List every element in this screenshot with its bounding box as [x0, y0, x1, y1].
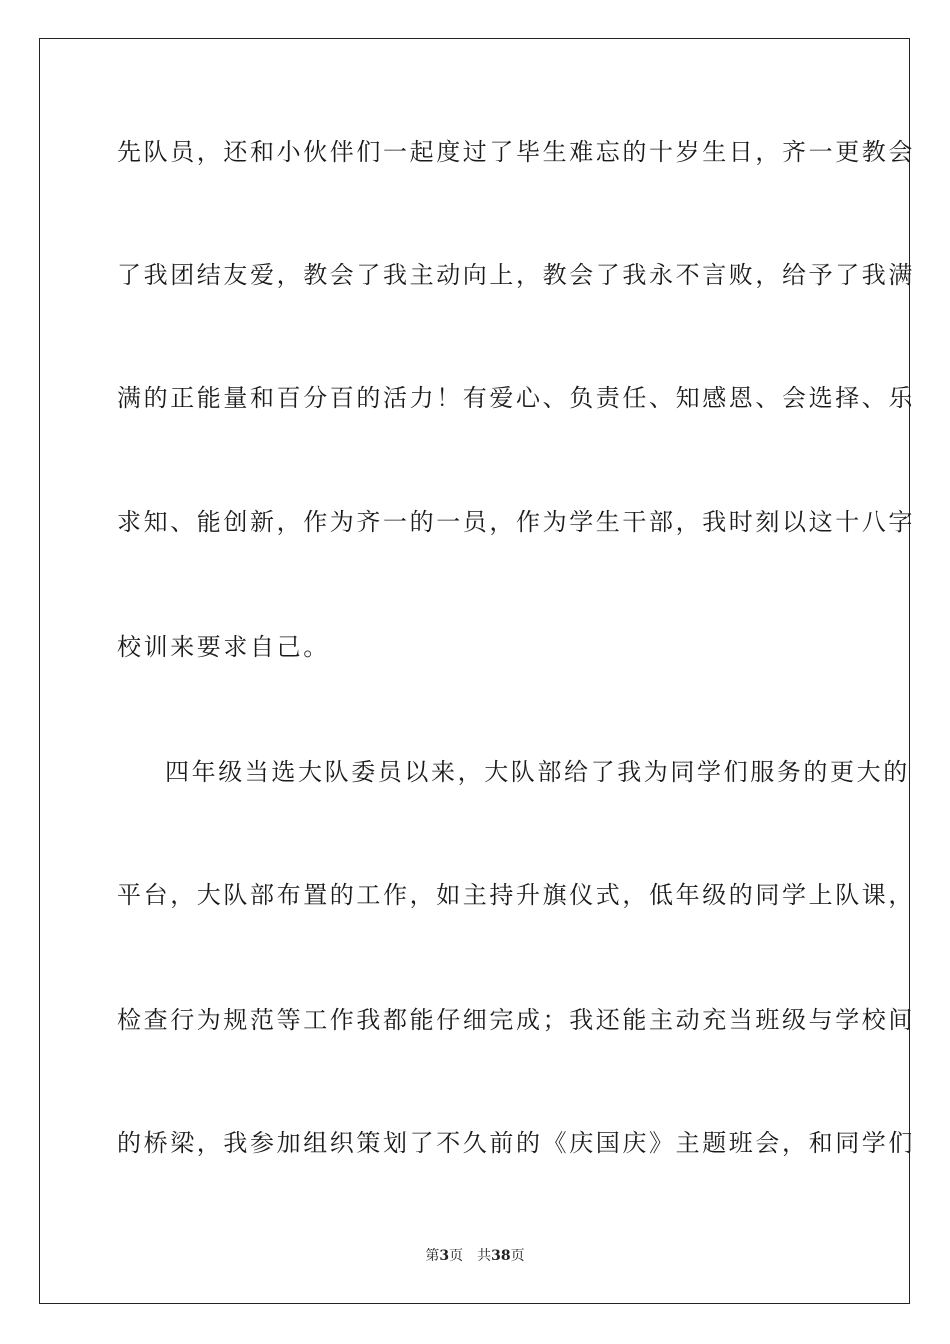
- total-pages: 38: [491, 1248, 511, 1264]
- body-text-line-9: 的桥梁，我参加组织策划了不久前的《庆国庆》主题班会，和同学们: [117, 1129, 915, 1157]
- page-prefix: 第: [425, 1248, 440, 1264]
- page-number: 3: [439, 1248, 450, 1264]
- total-prefix: 共: [477, 1248, 492, 1264]
- body-text-line-7: 平台，大队部布置的工作，如主持升旗仪式，低年级的同学上队课，: [117, 881, 915, 909]
- body-text-line-5: 校训来要求自己。: [117, 633, 330, 661]
- page-footer: [0, 1246, 950, 1266]
- body-text-line-4: 求知、能创新，作为齐一的一员，作为学生干部，我时刻以这十八字: [117, 508, 915, 536]
- body-text-line-2: 了我团结友爱，教会了我主动向上，教会了我永不言败，给予了我满: [117, 261, 915, 289]
- page-border: [39, 38, 910, 1304]
- body-text-line-8: 检查行为规范等工作我都能仔细完成；我还能主动充当班级与学校间: [117, 1006, 915, 1034]
- body-text-line-1: 先队员，还和小伙伴们一起度过了毕生难忘的十岁生日，齐一更教会: [117, 138, 915, 166]
- total-suffix: 页: [510, 1248, 525, 1264]
- body-text-line-3: 满的正能量和百分百的活力！有爱心、负责任、知感恩、会选择、乐: [117, 384, 915, 412]
- body-text-line-6: 四年级当选大队委员以来，大队部给了我为同学们服务的更大的: [165, 758, 910, 786]
- page-suffix: 页: [449, 1248, 464, 1264]
